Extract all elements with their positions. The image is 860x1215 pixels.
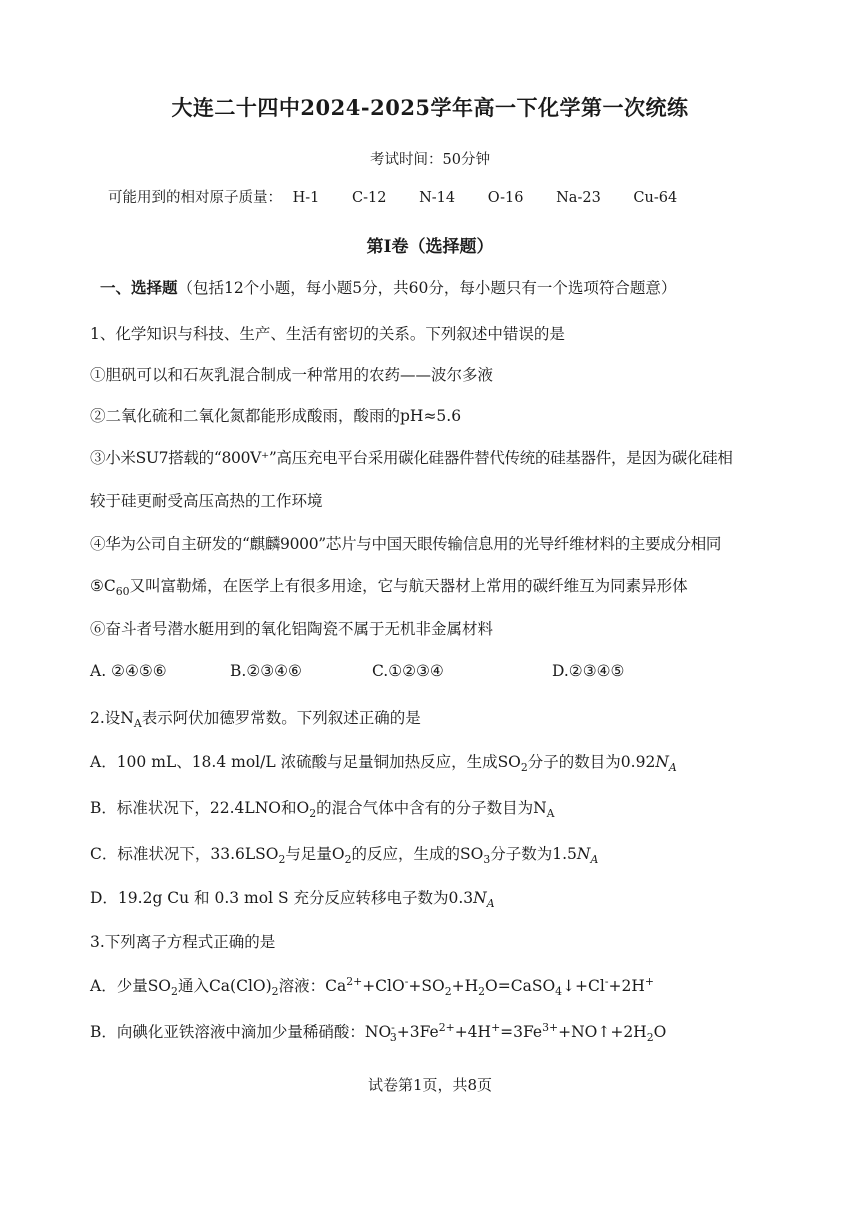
atomic-mass-c: C-12 [352, 190, 387, 206]
q3-option-a [90, 974, 800, 999]
q3-a-mid7: ↓+Cl [562, 977, 605, 995]
q3-a-sup-ca: 2+ [346, 974, 363, 988]
section-heading [100, 276, 800, 298]
atomic-mass-na: Na-23 [556, 190, 601, 206]
page-footer: 试卷第1页，共8页 [367, 1076, 493, 1094]
q3-b-sub-no3: 3 [389, 1031, 397, 1045]
atomic-masses [108, 186, 800, 207]
q1-options [90, 662, 800, 684]
q3-b-mid1: +3Fe [396, 1023, 439, 1041]
q3-a-sup-cl: - [604, 974, 609, 988]
q2-stem [90, 706, 800, 731]
q3-b-nitrate-scripts [389, 1020, 397, 1045]
q1-statement-6: ⑥奋斗者号潜水艇用到的氧化铝陶瓷不属于无机非金属材料 [90, 620, 494, 638]
q3-a-pre: A．少量SO [90, 977, 172, 995]
q2-stem-post: 表示阿伏加德罗常数。下列叙述正确的是 [141, 709, 421, 727]
q3-b-sup-h: + [491, 1020, 501, 1034]
q1-statement-4: ④华为公司自主研发的“麒麟9000”芯片与中国天眼传输信息用的光导纤维材料的主要成分相同 [90, 535, 722, 553]
atomic-mass-h: H-1 [292, 190, 320, 206]
q2-option-b [90, 796, 800, 821]
q3-b-sub-h2o: 2 [646, 1031, 654, 1045]
exam-title: 大连二十四中2024-2025学年高一下化学第一次统练 [171, 95, 689, 120]
q2-d-na-sub: A [486, 897, 495, 911]
q3-a-sub-so4: 4 [555, 985, 563, 999]
q2-c-na: N [576, 845, 591, 863]
q1-option-d: D.②③④⑤ [552, 662, 625, 680]
q1-s5-sub: 60 [115, 585, 130, 599]
q2-b-na-sub: A [546, 807, 555, 821]
exam-time: 考试时间：50分钟 [370, 152, 490, 168]
q1-stem: 1、化学知识与科技、生产、生活有密切的关系。下列叙述中错误的是 [90, 325, 565, 343]
q3-b-mid3: =3Fe [500, 1023, 543, 1041]
q1-statement-3a: ③小米SU7搭载的“800V⁺”高压充电平台采用碳化硅器件替代传统的硅基器件，是因为碳化硅相 [90, 449, 733, 467]
q3-option-b [90, 1020, 800, 1045]
q2-a-na-sub: A [668, 761, 677, 775]
q3-a-mid4: +SO [408, 977, 445, 995]
q3-b-sup-fe2: 2+ [438, 1020, 455, 1034]
q1-option-c: C.①②③④ [372, 662, 444, 680]
q3-a-mid2: 溶液：Ca [278, 977, 347, 995]
q3-b-sup-fe3: 3+ [542, 1020, 559, 1034]
q2-a-pre: A．100 mL、18.4 mol/L 浓硫酸与足量铜加热反应，生成SO [90, 753, 521, 771]
q2-b-pre: B．标准状况下，22.4LNO和O [90, 799, 310, 817]
q2-c-mid2: 的反应，生成的SO [351, 845, 484, 863]
q3-a-mid3: +ClO [362, 977, 405, 995]
q2-c-sub-2: 2 [344, 853, 352, 867]
q1-option-a: A. ②④⑤⑥ [90, 662, 167, 680]
q3-a-sup-clo: - [404, 974, 409, 988]
q3-stem: 3.下列离子方程式正确的是 [90, 933, 276, 951]
q1-option-b: B.②③④⑥ [230, 662, 302, 680]
q2-c-na-sub: A [590, 853, 599, 867]
q3-b-mid2: +4H [454, 1023, 492, 1041]
q2-b-mid: 的混合气体中含有的分子数目为N [316, 799, 547, 817]
q3-a-sub-so2b: 2 [444, 985, 452, 999]
q1-statement-1: ①胆矾可以和石灰乳混合制成一种常用的农药——波尔多液 [90, 366, 494, 384]
atomic-mass-cu: Cu-64 [633, 190, 678, 206]
atomic-mass-o: O-16 [487, 190, 524, 206]
q3-a-mid6: O=CaSO [485, 977, 556, 995]
q2-c-sub-1: 2 [278, 853, 286, 867]
q2-option-d [90, 886, 800, 911]
q2-stem-pre: 2.设N [90, 709, 134, 727]
q2-c-mid3: 分子数为1.5 [490, 845, 577, 863]
q1-s5-post: 又叫富勒烯，在医学上有很多用途，它与航天器材上常用的碳纤维互为同素异形体 [129, 577, 688, 595]
q3-a-mid8: +2H [608, 977, 645, 995]
q1-statement-3b: 较于硅更耐受高压高热的工作环境 [90, 492, 323, 510]
q1-statement-2: ②二氧化硫和二氧化氮都能形成酸雨，酸雨的pH≈5.6 [90, 407, 462, 425]
q2-b-sub: 2 [309, 807, 317, 821]
q3-b-sup-no3: - [391, 1020, 395, 1034]
section-heading-desc: （包括12个小题，每小题5分，共60分，每小题只有一个选项符合题意） [177, 279, 677, 297]
q1-s5-pre: ⑤C [90, 577, 116, 595]
section-title: 第I卷（选择题） [366, 237, 494, 257]
q3-a-sub-h2: 2 [478, 985, 486, 999]
q3-b-mid5: O [653, 1023, 667, 1041]
q2-c-pre: C．标准状况下，33.6LSO [90, 845, 279, 863]
q3-a-mid1: 通入Ca(ClO) [177, 977, 272, 995]
q3-a-sup-h: + [644, 974, 654, 988]
atomic-mass-n: N-14 [419, 190, 456, 206]
q3-a-sub-clo2: 2 [271, 985, 279, 999]
q3-a-mid5: +H [451, 977, 479, 995]
q2-c-sub-3: 3 [483, 853, 491, 867]
q2-stem-sub: A [133, 717, 142, 731]
q1-statement-5 [90, 574, 800, 599]
q3-a-sub-so2: 2 [171, 985, 178, 999]
atomic-masses-label: 可能用到的相对原子质量： [108, 190, 282, 206]
q2-d-pre: D．19.2g Cu 和 0.3 mol S 充分反应转移电子数为0.3 [90, 889, 474, 907]
q2-option-a [90, 750, 800, 775]
q2-d-na: N [473, 889, 487, 907]
q3-b-mid4: +NO↑+2H [558, 1023, 647, 1041]
q2-a-mid: 分子的数目为0.92 [527, 753, 656, 771]
q3-b-pre: B．向碘化亚铁溶液中滴加少量稀硝酸：NO [90, 1023, 392, 1041]
q2-c-mid: 与足量O [285, 845, 345, 863]
q2-a-na: N [655, 753, 669, 771]
q2-option-c [90, 842, 800, 867]
section-heading-label: 一、选择题 [100, 278, 178, 297]
q2-a-sub: 2 [520, 761, 528, 775]
